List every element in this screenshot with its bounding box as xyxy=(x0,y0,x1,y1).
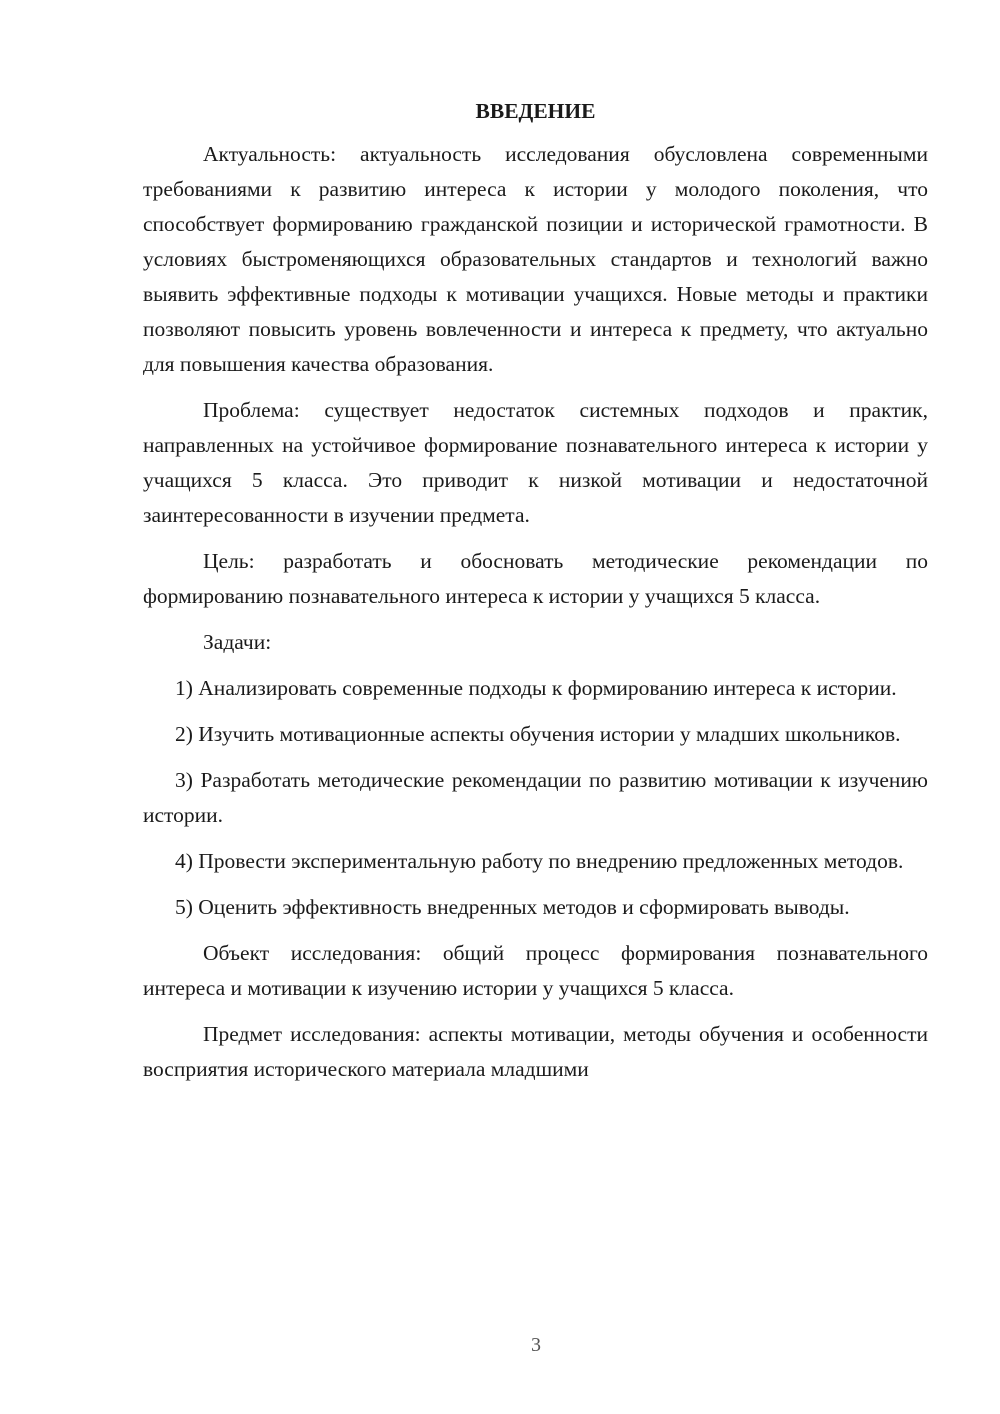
relevance-paragraph: Актуальность: актуальность исследования обусловлена современными требованиями к развитию интереса к истории у молодого поколения, что способствует формированию гражданской позиции и исторической грамотности. В условиях быстроменяющихся образовательных стандартов и технологий важно выявить эффективные подходы к мотивации учащихся. Новые методы и практики позволяют повысить уровень вовлеченности и интереса к предмету, что актуально для повышения качества образования. xyxy=(143,142,928,376)
task-item: 3) Разработать методические рекомендации по развитию мотивации к изучению истории. xyxy=(143,768,928,827)
task-item: 1) Анализировать современные подходы к формированию интереса к истории. xyxy=(175,676,897,700)
task-item: 2) Изучить мотивационные аспекты обучения истории у младших школьников. xyxy=(175,722,901,746)
task-item: 5) Оценить эффективность внедренных методов и сформировать выводы. xyxy=(175,895,850,919)
task-item: 4) Провести экспериментальную работу по внедрению предложенных методов. xyxy=(175,849,904,873)
page-content xyxy=(143,96,928,1098)
section-title: ВВЕДЕНИЕ xyxy=(475,99,596,123)
problem-paragraph: Проблема: существует недостаток системных подходов и практик, направленных на устойчивое формирование познавательного интереса к истории у учащихся 5 класса. Это приводит к низкой мотивации и недостаточной заинтересованности в изучении предмета. xyxy=(143,398,928,527)
tasks-heading: Задачи: xyxy=(203,630,272,654)
subject-paragraph: Предмет исследования: аспекты мотивации, методы обучения и особенности восприятия исторического материала младшими xyxy=(143,1022,928,1081)
page-number: 3 xyxy=(531,1334,541,1356)
object-paragraph: Объект исследования: общий процесс формирования познавательного интереса и мотивации к изучению истории у учащихся 5 класса. xyxy=(143,941,928,1000)
goal-paragraph: Цель: разработать и обосновать методические рекомендации по формированию познавательного интереса к истории у учащихся 5 класса. xyxy=(143,549,928,608)
